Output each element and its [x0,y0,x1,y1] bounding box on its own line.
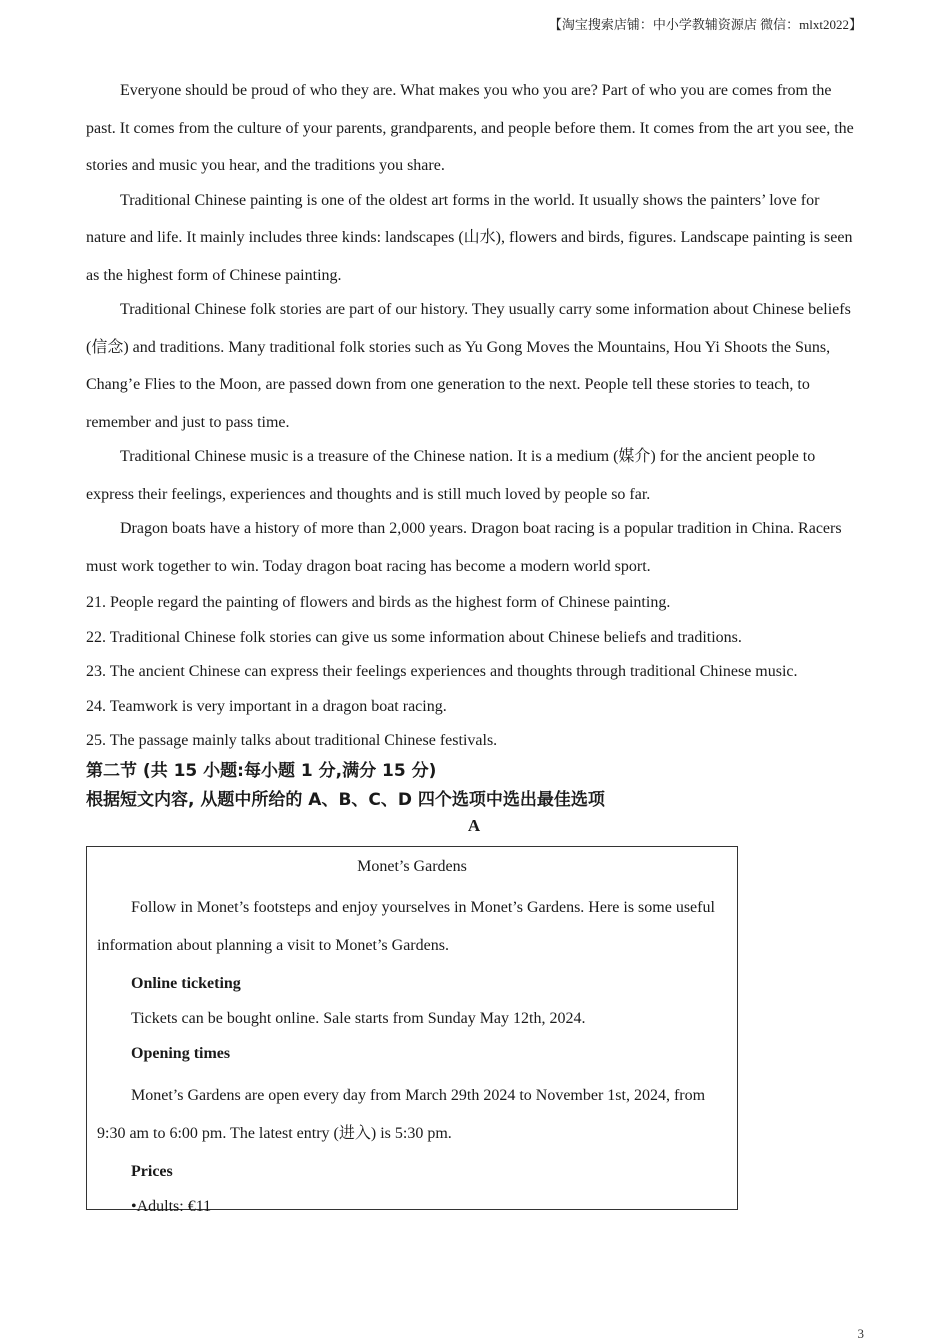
question-22: 22. Traditional Chinese folk stories can give us some information about Chinese beliefs and traditions. [86,628,742,646]
passage-paragraph: Dragon boats have a history of more than 2,000 years. Dragon boat racing is a popular tradition in China. Racers must work together to win. Today dragon boat racing has become a modern world sport. [86,520,842,575]
prices-heading: Prices [131,1163,173,1180]
notice-box [86,846,738,1215]
question-25: 25. The passage mainly talks about traditional Chinese festivals. [86,732,498,749]
watermark-header: 【淘宝搜索店铺：中小学教辅资源店 微信：mlxt2022】 [548,17,862,32]
question-23: 23. The ancient Chinese can express their feelings experiences and thoughts through traditional Chinese music. [86,663,798,680]
passage-letter: A [467,816,481,835]
passage-paragraph: Traditional Chinese painting is one of the oldest art forms in the world. It usually shows the painters’ love for nature and life. It mainly includes three kinds: landscapes (山水), flowers and birds, figures. Landscape painting is seen as the highest form of Chinese painting. [86,191,853,284]
section-title: 第二节 (共 15 小题:每小题 1 分,满分 15 分) [86,761,437,781]
passage-paragraph: Traditional Chinese music is a treasure of the Chinese nation. It is a medium (媒介) for the ancient people to express their feelings, experiences and thoughts and is still much loved by people so far. [86,448,816,503]
question-21: 21. People regard the painting of flowers and birds as the highest form of Chinese painting. [86,594,671,611]
ticketing-text: Tickets can be bought online. Sale starts from Sunday May 12th, 2024. [131,1010,586,1027]
notice-title: Monet’s Gardens [357,858,467,875]
passage-content [86,72,862,841]
page-number: 3 [857,1326,864,1341]
notice-intro: Follow in Monet’s footsteps and enjoy yourselves in Monet’s Gardens. Here is some useful information about planning a visit to Monet’s Gardens. [97,899,715,954]
ticketing-heading: Online ticketing [131,975,241,992]
opening-text: Monet’s Gardens are open every day from March 29th 2024 to November 1st, 2024, from 9:30 am to 6:00 pm. The latest entry (进入) is 5:30 pm. [97,1087,706,1142]
question-24: 24. Teamwork is very important in a dragon boat racing. [86,697,447,715]
section-instruction: 根据短文内容, 从题中所给的 A、B、C、D 四个选项中选出最佳选项 [86,790,605,810]
price-adults: •Adults: €11 [131,1198,212,1215]
passage-paragraph: Everyone should be proud of who they are. What makes you who you are? Part of who you are comes from the past. It comes from the culture of your parents, grandparents, and people before them. It comes from the art you see, the stories and music you hear, and the traditions you share. [86,82,854,174]
passage-paragraph: Traditional Chinese folk stories are part of our history. They usually carry some information about Chinese beliefs (信念) and traditions. Many traditional folk stories such as Yu Gong Moves the Mountains, Hou Yi Shoots the Suns, Chang’e Flies to the Moon, are passed down from one generation to the next. People tell these stories to teach, to remember and just to pass time. [86,301,851,431]
opening-heading: Opening times [131,1045,231,1062]
